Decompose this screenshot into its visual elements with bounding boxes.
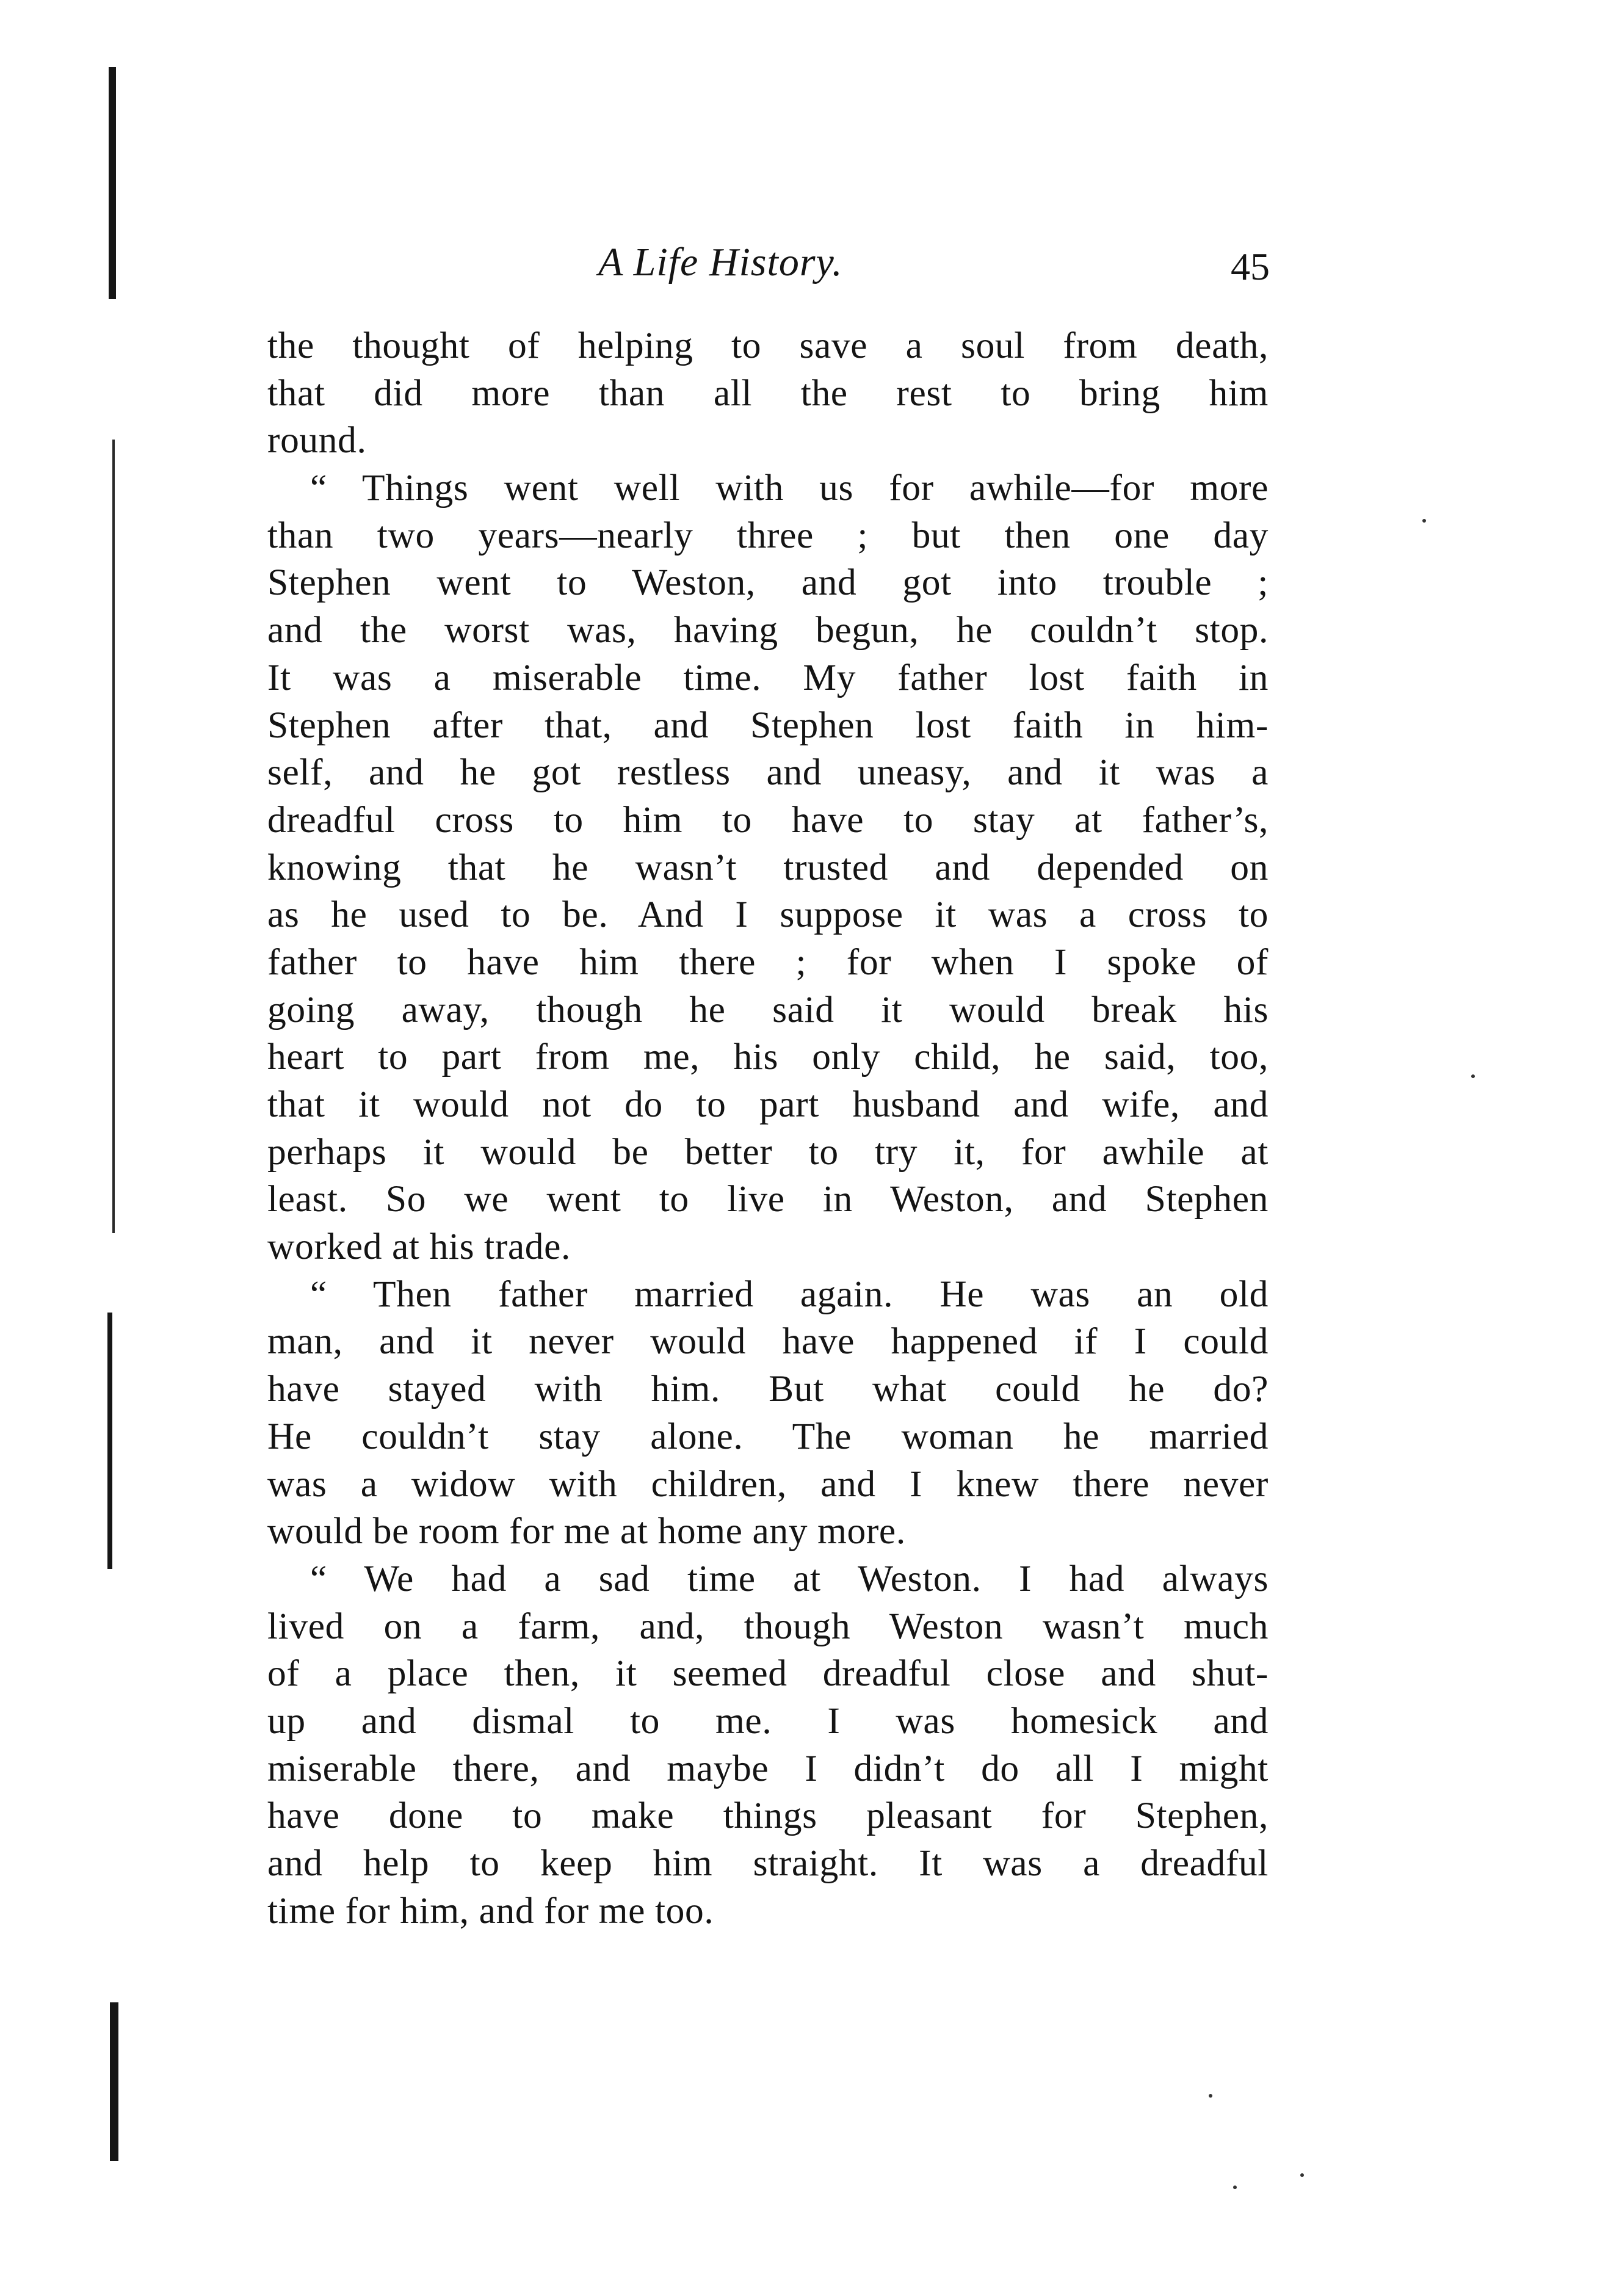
text-line: up and dismal to me. I was homesick and [267,1700,1269,1742]
text-line: knowing that he wasn’t trusted and depended on [267,846,1269,888]
binding-edge-shadow [107,1313,112,1569]
text-line: and the worst was, having begun, he couldn’t stop. [267,609,1269,651]
binding-edge-line [112,440,115,1233]
scan-speck [1300,2173,1304,2177]
running-title: A Life History. [598,240,843,284]
text-line: would be room for me at home any more. [267,1510,906,1552]
text-line: worked at his trade. [267,1226,571,1268]
text-line: as he used to be. And I suppose it was a cross to [267,894,1269,936]
text-line: have stayed with him. But what could he do? [267,1368,1269,1410]
text-line: least. So we went to live in Weston, and Stephen [267,1178,1269,1220]
text-line: have done to make things pleasant for Stephen, [267,1795,1269,1837]
text-line: round. [267,419,367,462]
text-line: and help to keep him straight. It was a dreadful [267,1842,1269,1884]
paragraph [267,1271,1269,1555]
text-line: perhaps it would be better to try it, for awhile at [267,1131,1269,1173]
text-line: man, and it never would have happened if I could [267,1320,1269,1363]
text-line: was a widow with children, and I knew there never [267,1463,1269,1505]
text-line: than two years—nearly three ; but then one day [267,514,1269,556]
text-line: lived on a farm, and, though Weston wasn’t much [267,1605,1269,1647]
text-line: “ We had a sad time at Weston. I had always [310,1557,1269,1599]
paragraph [267,465,1269,1271]
scan-speck [1471,1074,1475,1078]
text-line: that did more than all the rest to bring him [267,372,1269,414]
text-line: Stephen after that, and Stephen lost faith in him- [267,704,1269,746]
text-line: It was a miserable time. My father lost faith in [267,656,1269,698]
text-line: “ Then father married again. He was an old [310,1273,1269,1315]
binding-edge-shadow [109,67,116,299]
text-line: of a place then, it seemed dreadful close and shut- [267,1653,1269,1695]
text-line: going away, though he said it would break his [267,988,1269,1030]
body-text [267,322,1269,1935]
text-line: heart to part from me, his only child, he said, too, [267,1036,1269,1078]
scan-speck [1422,519,1426,523]
text-line: the thought of helping to save a soul from death, [267,325,1269,366]
text-line: Stephen went to Weston, and got into trouble ; [267,562,1269,604]
text-line: miserable there, and maybe I didn’t do all I might [267,1747,1269,1789]
text-line: He couldn’t stay alone. The woman he married [267,1415,1269,1457]
text-line: “ Things went well with us for awhile—for more [310,467,1269,509]
binding-edge-shadow [110,2002,118,2161]
text-line: dreadful cross to him to have to stay at father’s, [267,799,1269,841]
text-line: time for him, and for me too. [267,1889,714,1932]
running-header [269,239,1270,294]
paragraph [267,1555,1269,1935]
text-line: father to have him there ; for when I spoke of [267,941,1269,983]
text-line: that it would not do to part husband and wife, and [267,1084,1269,1125]
paragraph [267,322,1269,465]
page-number: 45 [1231,245,1270,288]
scan-speck [1233,2186,1237,2189]
text-line: self, and he got restless and uneasy, and it was a [267,751,1269,794]
scan-speck [1209,2094,1212,2098]
